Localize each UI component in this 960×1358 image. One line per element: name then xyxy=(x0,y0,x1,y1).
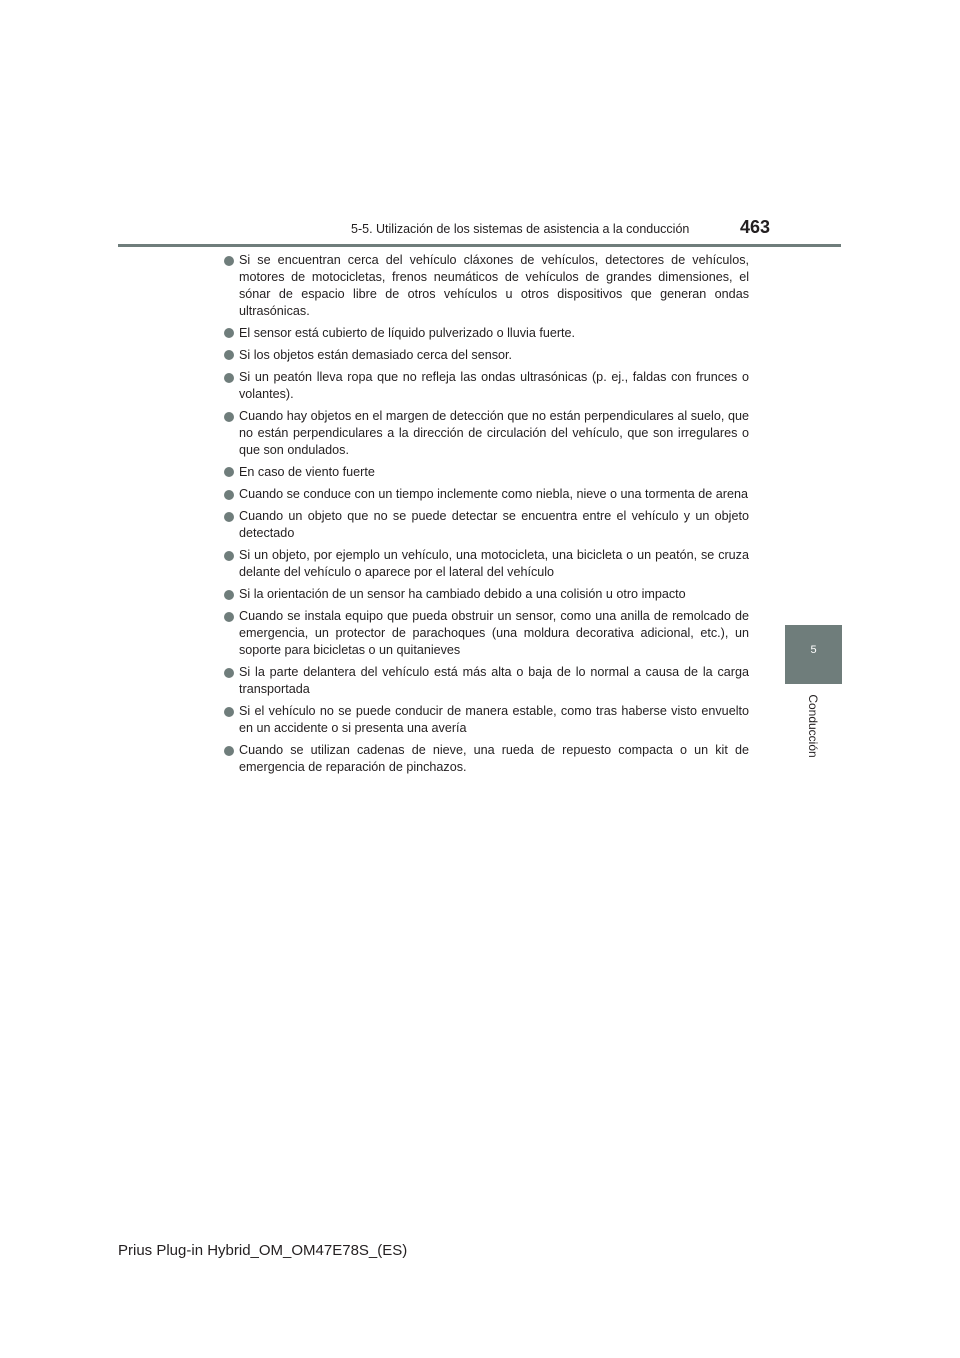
list-item xyxy=(224,369,749,403)
bullet-icon xyxy=(224,512,234,522)
list-item-text: El sensor está cubierto de líquido pulverizado o lluvia fuerte. xyxy=(239,325,576,340)
list-item-text: Si un objeto, por ejemplo un vehículo, una motocicleta, una bicicleta o un peatón, se cruza delante del vehículo o aparece por el lateral del vehículo xyxy=(239,548,749,579)
list-item xyxy=(224,508,749,542)
bullet-icon xyxy=(224,551,234,561)
list-item-text: Si la orientación de un sensor ha cambiado debido a una colisión u otro impacto xyxy=(239,587,686,602)
list-item xyxy=(224,703,749,737)
section-title: 5-5. Utilización de los sistemas de asistencia a la conducción xyxy=(351,222,690,236)
list-item xyxy=(224,464,749,481)
list-item-text: Cuando hay objetos en el margen de detección que no están perpendiculares al suelo, que no están perpendiculares a la dirección de circulación del vehículo, que son irregulares o que son ondulados. xyxy=(239,409,749,457)
bullet-icon xyxy=(224,707,234,717)
header-divider xyxy=(118,244,841,247)
list-item xyxy=(224,742,749,776)
list-item-text: Cuando un objeto que no se puede detectar se encuentra entre el vehículo y un objeto detectado xyxy=(239,509,749,540)
bullet-icon xyxy=(224,350,234,360)
list-item-text: Si la parte delantera del vehículo está más alta o baja de lo normal a causa de la carga transportada xyxy=(239,665,749,696)
list-item xyxy=(224,347,749,364)
bullet-list xyxy=(224,252,749,776)
main-content xyxy=(224,252,749,781)
page-header xyxy=(0,0,960,250)
chapter-number: 5 xyxy=(810,644,817,656)
list-item xyxy=(224,486,749,503)
page-footer xyxy=(118,1242,407,1259)
list-item-text: Cuando se utilizan cadenas de nieve, una rueda de repuesto compacta o un kit de emergencia de reparación de pinchazos. xyxy=(239,743,749,774)
list-item-text: Cuando se conduce con un tiempo inclemente como niebla, nieve o una tormenta de arena xyxy=(239,487,748,501)
bullet-icon xyxy=(224,490,234,500)
list-item-text: Si el vehículo no se puede conducir de manera estable, como tras haberse visto envuelto en un accidente o si presenta una avería xyxy=(239,704,749,735)
bullet-icon xyxy=(224,746,234,756)
list-item xyxy=(224,586,749,603)
list-item-text: Si los objetos están demasiado cerca del sensor. xyxy=(239,347,513,362)
list-item-text: Cuando se instala equipo que pueda obstruir un sensor, como una anilla de remolcado de emergencia, un protector de parachoques (una moldura decorativa adicional, etc.), un soporte para bicicletas o un quitanieves xyxy=(239,609,749,657)
list-item xyxy=(224,252,749,320)
page-number: 463 xyxy=(740,217,771,237)
list-item xyxy=(224,664,749,698)
bullet-icon xyxy=(224,412,234,422)
list-item-text: En caso de viento fuerte xyxy=(239,464,375,479)
list-item xyxy=(224,608,749,659)
bullet-icon xyxy=(224,373,234,383)
list-item-text: Si se encuentran cerca del vehículo cláxones de vehículos, detectores de vehículos, motores de motocicletas, frenos neumáticos de vehículos de grandes dimensiones, el sónar de espacio libre de otros vehículos u otros dispositivos que generan ondas ultrasónicas. xyxy=(239,253,749,318)
bullet-icon xyxy=(224,256,234,266)
manual-id: Prius Plug-in Hybrid_OM_OM47E78S_(ES) xyxy=(118,1242,408,1259)
bullet-icon xyxy=(224,668,234,678)
list-item xyxy=(224,547,749,581)
bullet-icon xyxy=(224,590,234,600)
list-item-text: Si un peatón lleva ropa que no refleja las ondas ultrasónicas (p. ej., faldas con frunces o volantes). xyxy=(239,370,749,401)
list-item xyxy=(224,408,749,459)
bullet-icon xyxy=(224,467,234,477)
bullet-icon xyxy=(224,328,234,338)
chapter-tab xyxy=(785,625,842,684)
bullet-icon xyxy=(224,612,234,622)
list-item xyxy=(224,325,749,342)
chapter-label: Conducción xyxy=(806,694,820,758)
